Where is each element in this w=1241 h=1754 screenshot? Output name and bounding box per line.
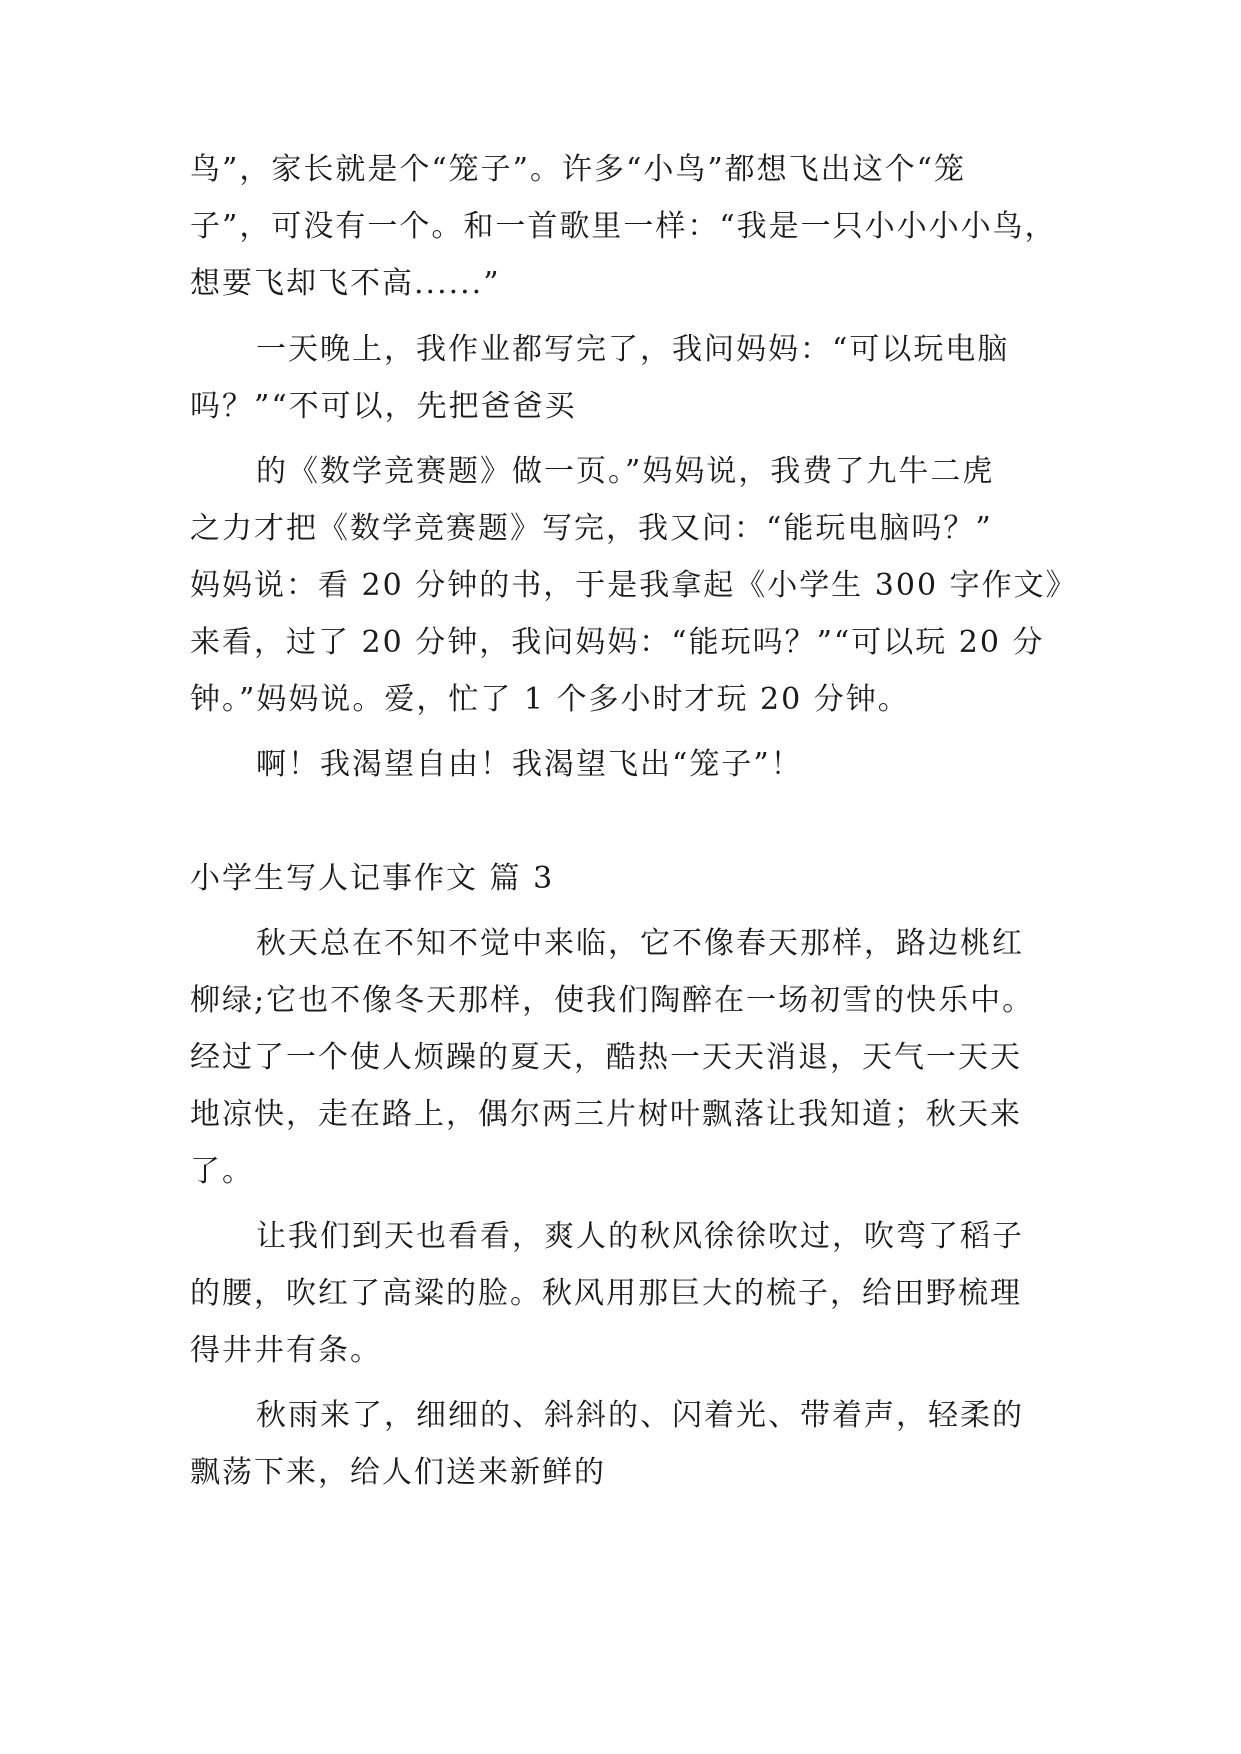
paragraph-first-line: 啊！我渴望自由！我渴望飞出“笼子”！	[256, 747, 803, 782]
text-line: 钟。”妈妈说。爱，忙了 1 个多小时才玩 20 分钟。	[190, 682, 910, 717]
paragraph-first-line: 秋天总在不知不觉中来临，它不像春天那样，路边桃红	[256, 926, 1024, 961]
text-line: 吗？”“不可以，先把爸爸买	[190, 389, 577, 424]
text-line: 来看，过了 20 分钟，我问妈妈：“能玩吗？”“可以玩 20 分	[190, 625, 1045, 660]
paragraph-first-line: 让我们到天也看看，爽人的秋风徐徐吹过，吹弯了稻子	[256, 1219, 1024, 1254]
text-line: 飘荡下来，给人们送来新鲜的	[190, 1455, 606, 1490]
paragraph-first-line: 一天晚上，我作业都写完了，我问妈妈：“可以玩电脑	[256, 332, 1010, 367]
text-line: 的腰，吹红了高粱的脸。秋风用那巨大的梳子，给田野梳理	[190, 1276, 1022, 1311]
text-line: 柳绿;它也不像冬天那样，使我们陶醉在一场初雪的快乐中。	[190, 983, 1035, 1018]
text-line: 地凉快，走在路上，偶尔两三片树叶飘落让我知道；秋天来	[190, 1097, 1022, 1132]
text-line: 经过了一个使人烦躁的夏天，酷热一天天消退，天气一天天	[190, 1040, 1022, 1075]
text-line: 想要飞却飞不高......”	[190, 266, 501, 301]
section-heading: 小学生写人记事作文 篇 3	[190, 861, 555, 896]
text-line: 子”，可没有一个。和一首歌里一样：“我是一只小小小小鸟，	[190, 209, 1057, 244]
paragraph-first-line: 秋雨来了，细细的、斜斜的、闪着光、带着声，轻柔的	[256, 1398, 1024, 1433]
paragraph-first-line: 的《数学竞赛题》做一页。”妈妈说，我费了九牛二虎	[256, 454, 995, 489]
text-line: 妈妈说：看 20 分钟的书，于是我拿起《小学生 300 字作文》	[190, 568, 1078, 603]
text-line: 鸟”，家长就是个“笼子”。许多“小鸟”都想飞出这个“笼	[190, 152, 967, 187]
text-line: 得井井有条。	[190, 1333, 382, 1368]
text-line: 之力才把《数学竞赛题》写完，我又问：“能玩电脑吗？”	[190, 511, 993, 546]
text-line: 了。	[190, 1154, 254, 1189]
